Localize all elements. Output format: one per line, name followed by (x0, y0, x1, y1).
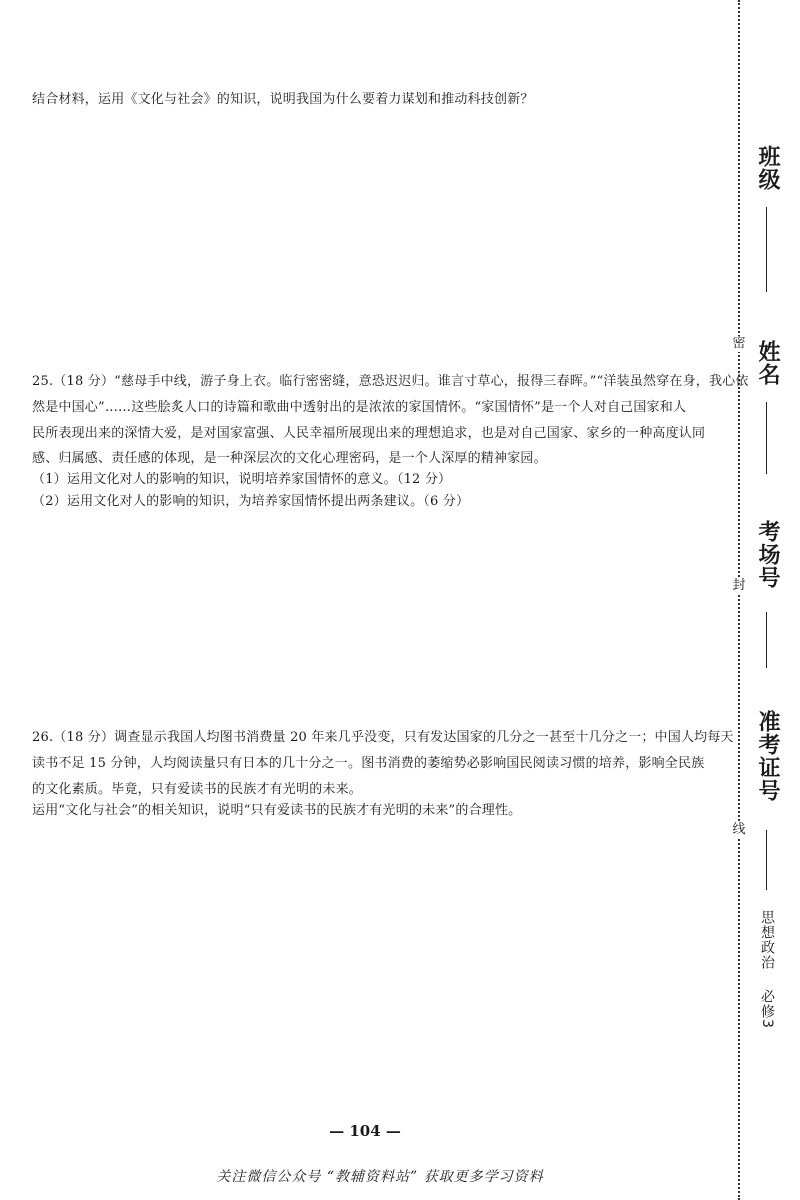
seal-char-feng: 封 (732, 578, 746, 593)
admission-number-label: 准考证号 (755, 710, 780, 802)
admission-number-field[interactable] (752, 710, 782, 890)
subject-label (754, 910, 780, 1029)
exam-room-blank-line (766, 612, 767, 668)
question-26-prompt: 运用“文化与社会”的相关知识，说明“只有爱读书的民族才有光明的未来”的合理性。 (32, 803, 522, 818)
question-25-sub-1: （1）运用文化对人的影响的知识，说明培养家国情怀的意义。（12 分） (32, 472, 452, 487)
exam-room-field[interactable] (752, 520, 782, 670)
question-25-line: 感、归属感、责任感的体现，是一种深层次的文化心理密码，是一个人深厚的精神家园。 (32, 451, 547, 466)
seal-char-mi: 密 (732, 336, 746, 351)
class-blank-line (766, 207, 767, 292)
subject-volume: 必修3 (759, 989, 775, 1030)
seal-char-xian: 线 (732, 822, 746, 837)
subject-name: 思想政治 (759, 910, 775, 970)
name-label: 姓名 (755, 340, 780, 386)
page-number: — 104 — (329, 1122, 401, 1140)
class-field[interactable] (752, 145, 782, 295)
exam-room-label: 考场号 (755, 520, 780, 589)
question-24-prompt: 结合材料，运用《文化与社会》的知识，说明我国为什么要着力谋划和推动科技创新？ (32, 92, 534, 107)
question-25-sub-2: （2）运用文化对人的影响的知识，为培养家国情怀提出两条建议。（6 分） (32, 494, 470, 509)
question-25-line: 民所表现出来的深情大爱，是对国家富强、人民幸福所展现出来的理想追求，也是对自己国家、家乡的一种高度认同 (32, 426, 706, 441)
name-field[interactable] (752, 340, 782, 475)
admission-number-blank-line (766, 830, 767, 890)
question-26-line: 26.（18 分）调查显示我国人均图书消费量 20 年来几乎没变，只有发达国家的几分之一甚至十几分之一；中国人均每天 (32, 730, 734, 745)
question-25-line: 25.（18 分）“慈母手中线，游子身上衣。临行密密缝，意恐迟迟归。谁言寸草心，报得三春晖。”“洋装虽然穿在身，我心依 (32, 374, 749, 389)
footer-note: 关注微信公众号 “教辅资料站” 获取更多学习资料 (216, 1169, 544, 1185)
name-blank-line (766, 402, 767, 474)
question-26-line: 的文化素质。毕竟，只有爱读书的民族才有光明的未来。 (32, 782, 363, 797)
question-25-line: 然是中国心”……这些脍炙人口的诗篇和歌曲中透射出的是浓浓的家国情怀。“家国情怀”是一个人对自己国家和人 (32, 400, 687, 415)
class-label: 班级 (755, 145, 780, 191)
question-26-line: 读书不足 15 分钟，人均阅读量只有日本的几十分之一。图书消费的萎缩势必影响国民阅读习惯的培养，影响全民族 (32, 756, 705, 771)
binding-dotted-line (738, 0, 740, 1200)
